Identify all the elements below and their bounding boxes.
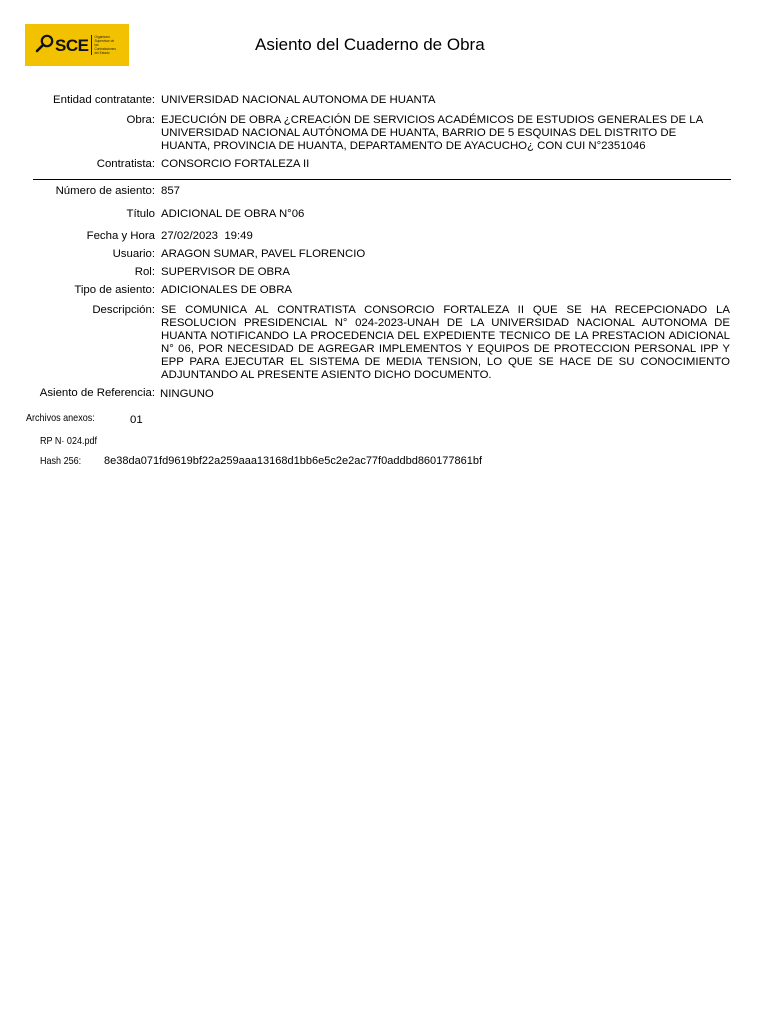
descripcion-value: SE COMUNICA AL CONTRATISTA CONSORCIO FORTALEZA II QUE SE HA RECEPCIONADO LA RESOLUCION PRESIDENCIAL N° 024-2023-UNAH DE LA UNIVERSIDAD NACIONAL AUTONOMA DE HUANTA NOTIFICANDO LA PROCEDENCIA DEL EXPEDIENTE TECNICO DE LA PRESTACION ADICIONAL N° 06, POR NECESIDAD DE AGREGAR IMPLEMENTOS Y EQUIPOS DE PROTECCION PERSONAL IPP Y EPP PARA EJECUTAR EL SISTEMA DE MEDIA TENSION, LO QUE SE HACE DE SU CONOCIMIENTO ADJUNTANDO AL PRESENTE ASIENTO DICHO DOCUMENTO. xyxy=(161,304,730,381)
annex-file-link[interactable]: RP N· 024.pdf xyxy=(40,435,98,447)
rol-label: Rol: xyxy=(134,266,155,278)
hash-value: 8e38da071fd9619bf22a259aaa13168d1bb6e5c2e2ac77f0addbd860177861bf xyxy=(104,455,483,467)
fecha-hora-label: Fecha y Hora xyxy=(86,230,155,242)
referencia-label: Asiento de Referencia: xyxy=(39,387,155,399)
archivos-anexos-count: 01 xyxy=(130,414,143,426)
section-divider xyxy=(33,179,731,180)
page-title: Asiento del Cuaderno de Obra xyxy=(255,35,485,54)
usuario-label: Usuario: xyxy=(112,248,155,260)
obra-value: EJECUCIÓN DE OBRA ¿CREACIÓN DE SERVICIOS ACADÉMICOS DE ESTUDIOS GENERALES DE LA UNIVERSIDAD NACIONAL AUTÓNOMA DE HUANTA, BARRIO DE 5 ESQUINAS DEL DISTRITO DE HUANTA, PROVINCIA DE HUANTA, DEPARTAMENTO DE AYACUCHO¿ CON CUI N°2351046 xyxy=(161,114,703,152)
logo-text: SCE xyxy=(55,35,89,55)
magnifier-icon xyxy=(35,33,55,58)
numero-asiento-label: Número de asiento: xyxy=(55,185,155,197)
archivos-anexos-label: Archivos anexos: xyxy=(26,412,95,424)
fecha-hora-value: 27/02/2023 19:49 xyxy=(161,230,253,242)
titulo-value: ADICIONAL DE OBRA N°06 xyxy=(161,208,305,220)
descripcion-label: Descripción: xyxy=(92,304,155,316)
entidad-label: Entidad contratante: xyxy=(53,94,155,106)
tipo-asiento-value: ADICIONALES DE OBRA xyxy=(161,284,293,296)
osce-logo xyxy=(25,24,129,66)
rol-value: SUPERVISOR DE OBRA xyxy=(161,266,290,278)
logo-subtext: Organismo Supervisor de las Contrataciones del Estado xyxy=(91,35,118,55)
obra-label: Obra: xyxy=(126,114,155,126)
titulo-label: Título xyxy=(126,208,155,220)
contratista-value: CONSORCIO FORTALEZA II xyxy=(161,158,310,170)
referencia-value: NINGUNO xyxy=(160,388,214,400)
contratista-label: Contratista: xyxy=(96,158,155,170)
hash-label: Hash 256: xyxy=(40,455,82,467)
numero-asiento-value: 857 xyxy=(161,185,181,197)
tipo-asiento-label: Tipo de asiento: xyxy=(74,284,155,296)
usuario-value: ARAGON SUMAR, PAVEL FLORENCIO xyxy=(161,248,366,260)
entidad-value: UNIVERSIDAD NACIONAL AUTONOMA DE HUANTA xyxy=(161,94,436,106)
